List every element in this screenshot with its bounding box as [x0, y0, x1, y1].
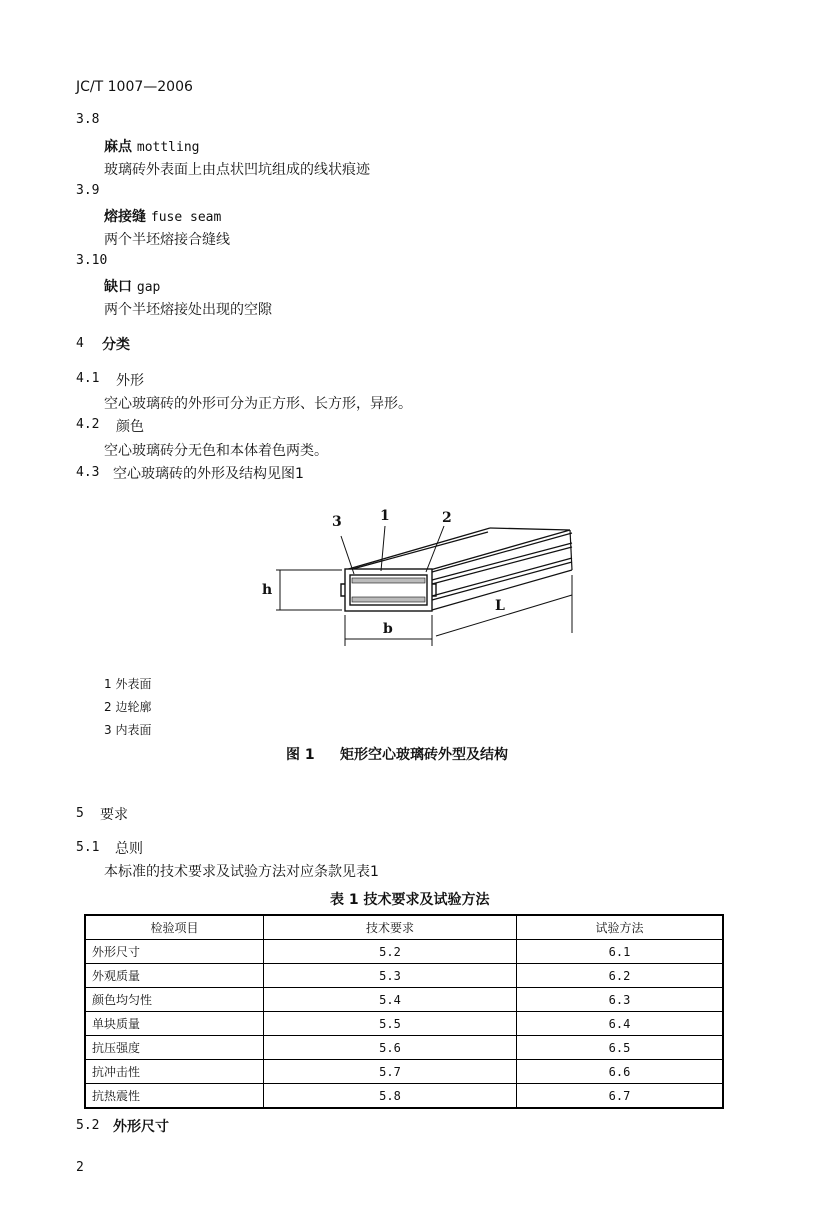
table-cell: 6.7	[517, 1084, 724, 1109]
term-title	[104, 206, 221, 226]
clause-text: 本标准的技术要求及试验方法对应条款见表1	[104, 864, 379, 880]
standard-number: JC/T 1007—2006	[76, 79, 193, 95]
table-row	[85, 940, 723, 964]
term-cn: 缺口	[104, 279, 132, 295]
table-row	[85, 1036, 723, 1060]
clause-text: 空心玻璃砖分无色和本体着色两类。	[104, 443, 328, 459]
table-header-cell: 技术要求	[264, 915, 517, 940]
clause-number: 4.3	[76, 465, 100, 480]
figure-caption: 矩形空心玻璃砖外型及结构	[340, 747, 508, 763]
section-title: 要求	[100, 807, 128, 823]
dim-b-label: b	[383, 621, 393, 637]
clause-text: 空心玻璃砖的外形及结构见图1	[113, 466, 304, 482]
table-cell: 5.8	[264, 1084, 517, 1109]
clause-number: 4.1	[76, 371, 100, 386]
table-cell: 6.3	[517, 988, 724, 1012]
term-definition: 两个半坯熔接合缝线	[104, 232, 230, 248]
clause-number: 3.9	[76, 183, 100, 198]
term-title	[104, 136, 200, 156]
clause-number: 5.2	[76, 1118, 100, 1133]
page-number: 2	[76, 1160, 84, 1175]
table-cell: 颜色均匀性	[85, 988, 264, 1012]
clause-title: 外形	[116, 373, 144, 389]
table-cell: 抗热震性	[85, 1084, 264, 1109]
figure-legend-item: 1 外表面	[104, 677, 152, 691]
term-en: fuse seam	[150, 210, 222, 225]
clause-title: 外形尺寸	[113, 1119, 169, 1135]
table-cell: 5.7	[264, 1060, 517, 1084]
figure-legend-item: 2 边轮廓	[104, 700, 152, 714]
table-cell: 外形尺寸	[85, 940, 264, 964]
table-row	[85, 1060, 723, 1084]
dim-h-label: h	[262, 582, 273, 598]
table-cell: 外观质量	[85, 964, 264, 988]
clause-number: 5.1	[76, 840, 100, 855]
table-cell: 抗冲击性	[85, 1060, 264, 1084]
table-cell: 6.4	[517, 1012, 724, 1036]
table-header-cell: 检验项目	[85, 915, 264, 940]
brick-cross-section	[341, 569, 436, 611]
section-number: 4	[76, 336, 84, 351]
clause-title: 颜色	[116, 419, 144, 435]
table-row	[85, 1084, 723, 1109]
table-cell: 抗压强度	[85, 1036, 264, 1060]
table-cell: 6.5	[517, 1036, 724, 1060]
term-en: mottling	[136, 140, 200, 155]
table-cell: 6.2	[517, 964, 724, 988]
table-cell: 6.6	[517, 1060, 724, 1084]
clause-number: 3.8	[76, 112, 100, 127]
clause-number: 3.10	[76, 253, 108, 268]
figure-legend-item: 3 内表面	[104, 723, 152, 737]
callout-2: 2	[442, 510, 452, 526]
dim-l-label: L	[495, 598, 505, 614]
term-cn: 熔接缝	[104, 209, 146, 225]
term-title	[104, 276, 160, 296]
term-definition: 两个半坯熔接处出现的空隙	[104, 302, 272, 318]
table-caption: 表 1 技术要求及试验方法	[330, 892, 490, 908]
glass-brick-diagram	[0, 500, 837, 670]
table-row	[85, 988, 723, 1012]
table-row	[85, 964, 723, 988]
table-cell: 5.6	[264, 1036, 517, 1060]
callout-1: 1	[380, 508, 390, 524]
table-header-row	[85, 915, 723, 940]
requirements-table	[84, 914, 724, 1109]
clause-title: 总则	[115, 841, 143, 857]
brick-top-surface	[345, 528, 570, 570]
term-cn: 麻点	[104, 139, 132, 155]
table-cell: 5.3	[264, 964, 517, 988]
term-en: gap	[136, 280, 161, 295]
callout-3: 3	[332, 514, 342, 530]
table-cell: 单块质量	[85, 1012, 264, 1036]
table-header-cell: 试验方法	[517, 915, 724, 940]
term-definition: 玻璃砖外表面上由点状凹坑组成的线状痕迹	[104, 162, 370, 178]
clause-number: 4.2	[76, 417, 100, 432]
table-cell: 6.1	[517, 940, 724, 964]
table-cell: 5.4	[264, 988, 517, 1012]
table-row	[85, 1012, 723, 1036]
figure-caption-label: 图 1	[286, 747, 315, 763]
clause-text: 空心玻璃砖的外形可分为正方形、长方形，异形。	[104, 396, 412, 412]
section-number: 5	[76, 806, 84, 821]
table-cell: 5.2	[264, 940, 517, 964]
table-cell: 5.5	[264, 1012, 517, 1036]
section-title: 分类	[102, 337, 130, 353]
